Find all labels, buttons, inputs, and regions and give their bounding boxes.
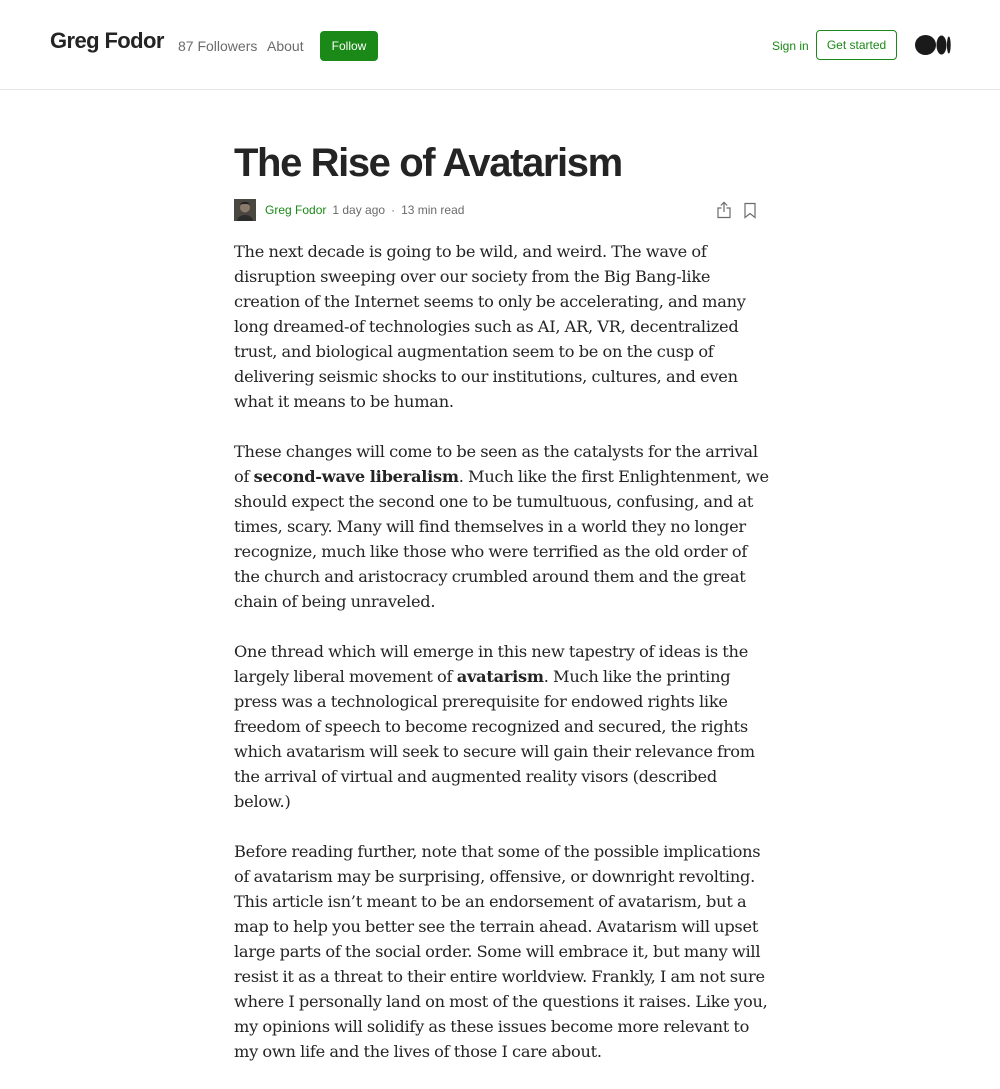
followers-link[interactable]: 87 Followers — [178, 38, 258, 54]
bookmark-icon[interactable] — [743, 202, 757, 224]
medium-logo-icon[interactable] — [915, 34, 951, 61]
publication-brand[interactable]: Greg Fodor — [50, 28, 164, 53]
share-icon[interactable] — [716, 201, 732, 224]
read-time: 13 min read — [401, 203, 465, 217]
bold-term: avatarism — [456, 667, 544, 686]
about-link[interactable]: About — [267, 38, 304, 54]
sign-in-link[interactable]: Sign in — [772, 39, 809, 53]
top-bar — [0, 0, 1000, 90]
follow-button[interactable]: Follow — [320, 31, 378, 61]
author-name-link[interactable]: Greg Fodor — [265, 203, 327, 217]
get-started-button[interactable]: Get started — [816, 30, 897, 60]
article-paragraph: Before reading further, note that some of the possible implications of avatarism may be surprising, offensive, or downright revolting. This article isn’t meant to be an endorsement of avatarism, but a map to help you better see the terrain ahead. Avatarism will upset large parts of the social order. Some will embrace it, but many will resist it as a threat to their entire worldview. Frankly, I am not sure where I personally land on most of the questions it raises. Like you, my opinions will solidify as these issues become more relevant to my own life and the lives of those I care about. — [234, 842, 768, 1061]
article-meta — [234, 198, 464, 222]
article-title: The Rise of Avatarism — [234, 141, 622, 185]
publish-date: 1 day ago — [332, 203, 386, 217]
author-avatar[interactable] — [234, 199, 256, 221]
article-paragraph: These changes will come to be seen as the catalysts for the arrival of second-wave liberalism. Much like the first Enlightenment, we should expect the second one to be tumultuous, confusing, and at times, scary. Many will find themselves in a world they no longer recognize, much like those who were terrified as the old order of the church and aristocracy crumbled around them and the great chain of being unraveled. — [234, 442, 769, 611]
bold-term: second-wave liberalism — [253, 467, 459, 486]
article-paragraph: The next decade is going to be wild, and weird. The wave of disruption sweeping over our society from the Big Bang-like creation of the Internet seems to only be accelerating, and many long dreamed-of technologies such as AI, AR, VR, decentralized trust, and biological augmentation seem to be on the cusp of delivering seismic shocks to our institutions, cultures, and even what it means to be human. — [234, 242, 746, 411]
article-paragraph: One thread which will emerge in this new tapestry of ideas is the largely liberal movement of avatarism. Much like the printing press was a technological prerequisite for endowed rights like freedom of speech to become recognized and secured, the rights which avatarism will seek to secure will gain their relevance from the arrival of virtual and augmented reality visors (described below.) — [234, 642, 755, 811]
article-body — [234, 239, 774, 1089]
meta-separator: · — [391, 203, 396, 217]
